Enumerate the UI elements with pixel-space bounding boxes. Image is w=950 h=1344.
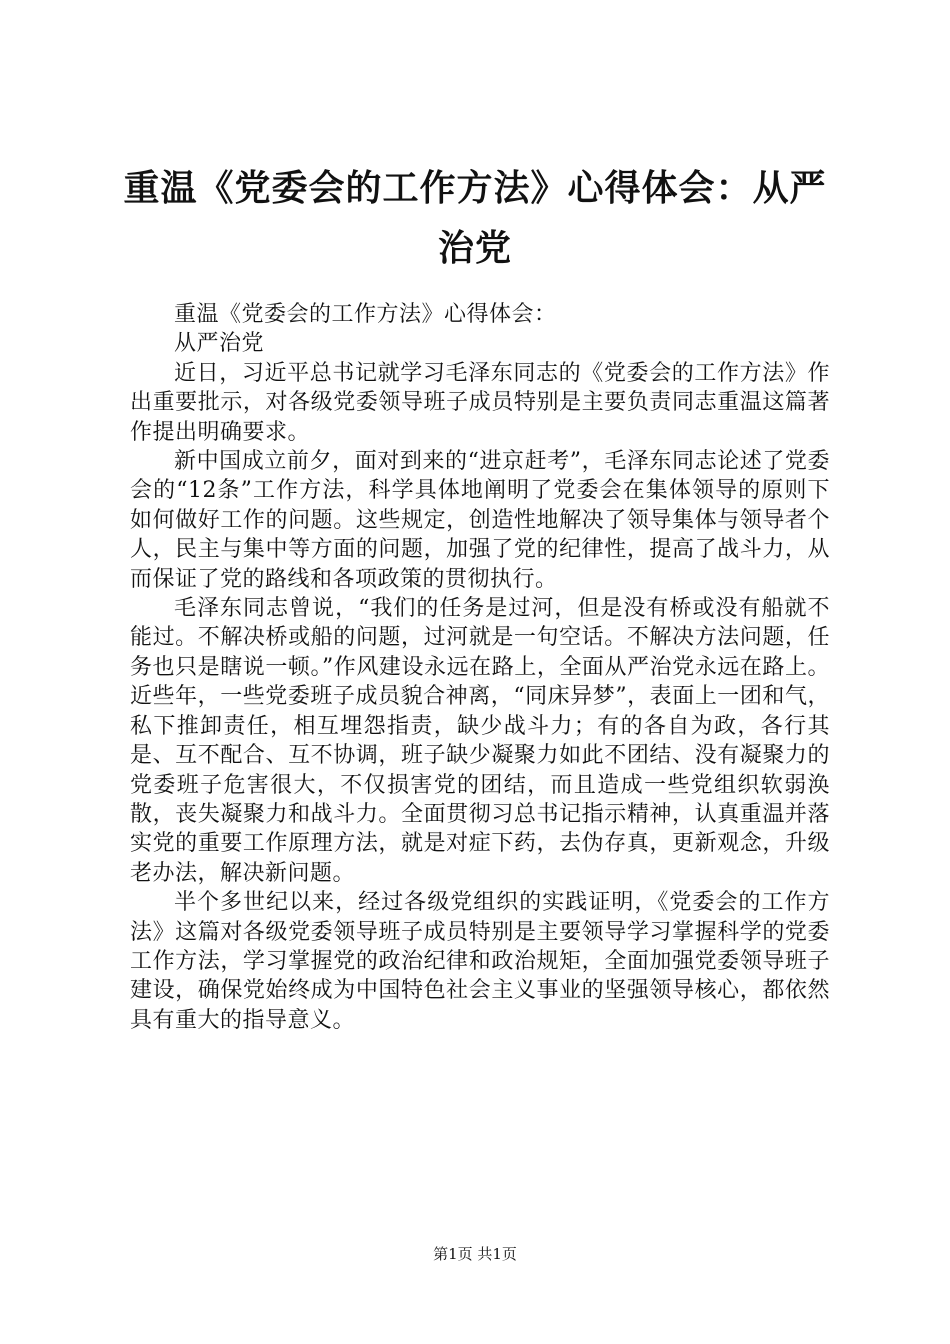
paragraph: 毛泽东同志曾说，“我们的任务是过河，但是没有桥或没有船就不能过。不解决桥或船的问题，过河就是一句空话。不解决方法问题，任务也只是瞎说一顿。”作风建设永远在路上，全面从严治党永远在路上。近些年，一些党委班子成员貌合神离，“同床异梦”，表面上一团和气，私下推卸责任，相互埋怨指责，缺少战斗力；有的各自为政，各行其是、互不配合、互不协调，班子缺少凝聚力如此不团结、没有凝聚力的党委班子危害很大，不仅损害党的团结，而且造成一些党组织软弱涣散，丧失凝聚力和战斗力。全面贯彻习总书记指示精神，认真重温并落实党的重要工作原理方法，就是对症下药，去伪存真，更新观念，升级老办法，解决新问题。 — [130, 596, 830, 886]
subtitle-line-2: 从严治党 — [174, 331, 265, 357]
paragraph: 半个多世纪以来，经过各级党组织的实践证明，《党委会的工作方法》这篇对各级党委领导班子成员特别是主要领导学习掌握科学的党委工作方法，学习掌握党的政治纪律和政治规矩，全面加强党委领导班子建设，确保党始终成为中国特色社会主义事业的坚强领导核心，都依然具有重大的指导意义。 — [130, 890, 830, 1033]
subtitle-line-1: 重温《党委会的工作方法》心得体会： — [174, 302, 557, 327]
page-footer: 第1页 共1页 — [433, 1245, 517, 1263]
paragraph: 近日，习近平总书记就学习毛泽东同志的《党委会的工作方法》作出重要批示，对各级党委领导班子成员特别是主要负责同志重温这篇著作提出明确要求。 — [130, 360, 830, 445]
document-body — [130, 300, 830, 1035]
paragraph: 新中国成立前夕，面对到来的“进京赶考”，毛泽东同志论述了党委会的“12条”工作方法，科学具体地阐明了党委会在集体领导的原则下如何做好工作的问题。这些规定，创造性地解决了领导集体与领导者个人，民主与集中等方面的问题，加强了党的纪律性，提高了战斗力，从而保证了党的路线和各项政策的贯彻执行。 — [130, 449, 830, 592]
document-title: 重温《党委会的工作方法》心得体会：从严治党 — [123, 167, 827, 269]
